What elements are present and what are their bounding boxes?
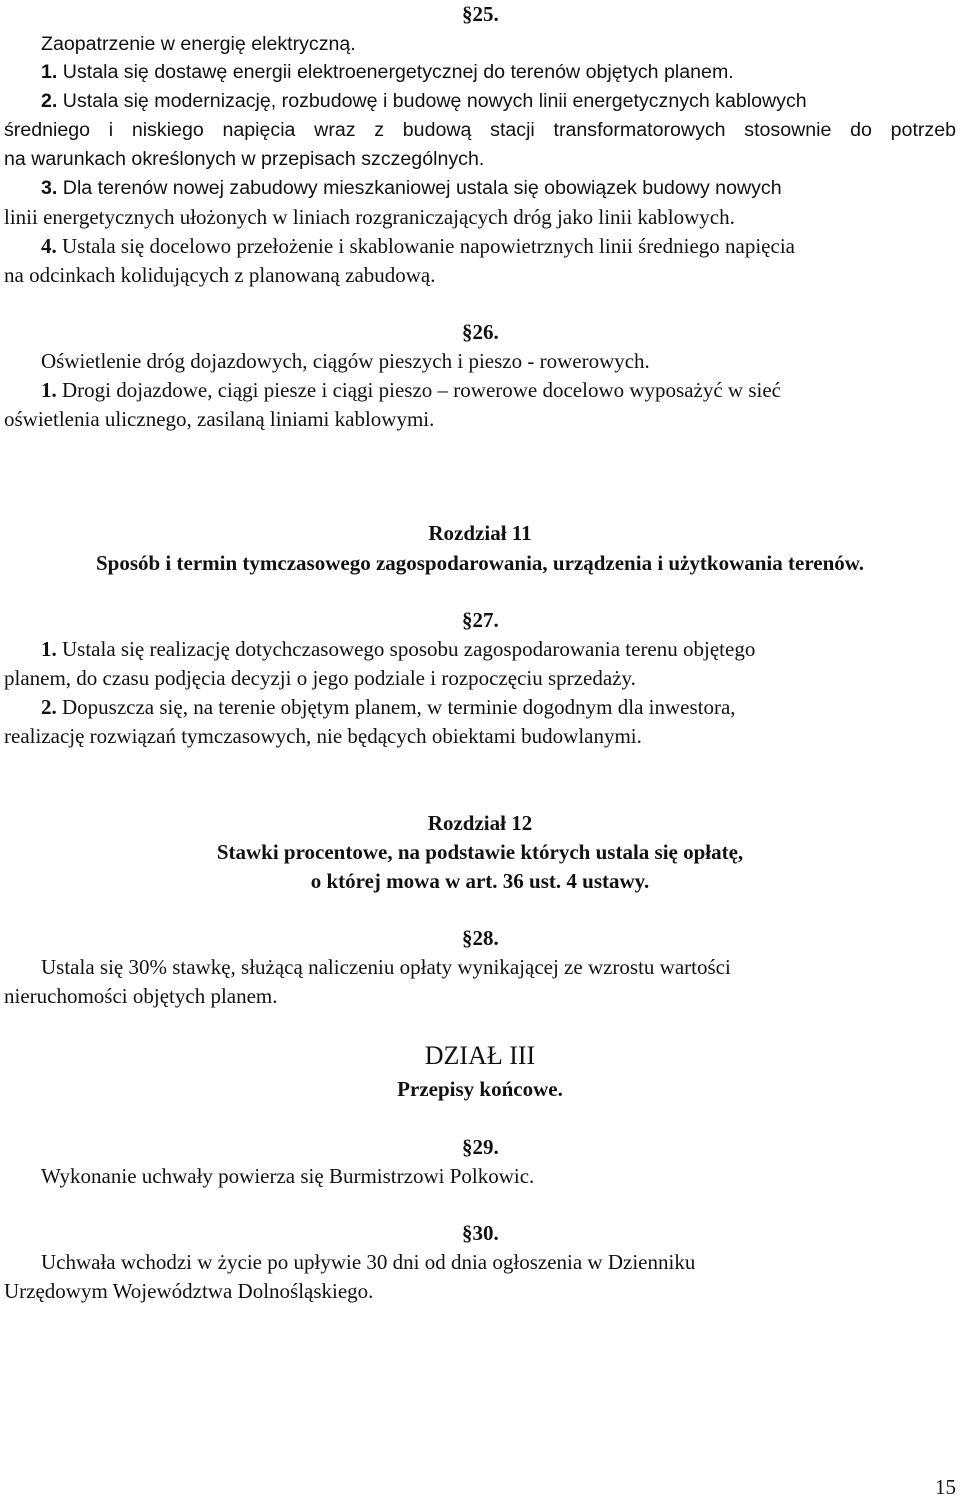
section-25-item-2-line-2: średniego i niskiego napięcia wraz z budową stacji transformatorowych stosownie do potrzeb [4, 119, 956, 141]
section-28-mark: §28. [462, 926, 499, 950]
section-27-mark: §27. [462, 608, 499, 632]
item-text: Dopuszcza się, na terenie objętym planem, w terminie dogodnym dla inwestora, [62, 695, 736, 719]
chapter-12-title-line-2: o której mowa w art. 36 ust. 4 ustawy. [310, 869, 650, 893]
item-text: Drogi dojazdowe, ciągi piesze i ciągi pieszo – rowerowe docelowo wyposażyć w sieć [62, 378, 781, 402]
section-25-item-4-line-1 [41, 232, 795, 260]
item-number: 1. [41, 637, 57, 661]
item-text: Ustala się docelowo przełożenie i skablowanie napowietrznych linii średniego napięcia [62, 234, 795, 258]
chapter-11-heading: Rozdział 11 [428, 521, 532, 545]
section-27-item-1-line-2: planem, do czasu podjęcia decyzji o jego podziale i rozpoczęciu sprzedaży. [4, 666, 636, 690]
section-28-line-1: Ustala się 30% stawkę, służącą naliczeniu opłaty wynikającej ze wzrostu wartości [41, 955, 731, 979]
division-3-heading: DZIAŁ III [424, 1041, 536, 1070]
item-number: 2. [41, 90, 58, 112]
item-text: Ustala się realizację dotychczasowego sposobu zagospodarowania terenu objętego [62, 637, 756, 661]
section-29-text: Wykonanie uchwały powierza się Burmistrzowi Polkowic. [41, 1164, 535, 1188]
section-30-mark: §30. [462, 1221, 499, 1245]
section-29-mark: §29. [462, 1135, 499, 1159]
section-26-mark: §26. [462, 320, 499, 344]
section-27-item-2-line-2: realizację rozwiązań tymczasowych, nie będących obiektami budowlanymi. [4, 724, 642, 748]
section-25-mark: §25. [462, 2, 499, 26]
item-number: 1. [41, 61, 58, 83]
item-number: 2. [41, 695, 57, 719]
section-27-item-2-line-1 [41, 693, 736, 721]
section-26-item-1-line-2: oświetlenia ulicznego, zasilaną liniami kablowymi. [4, 407, 435, 431]
section-30-line-2: Urzędowym Województwa Dolnośląskiego. [4, 1279, 374, 1303]
chapter-12-heading: Rozdział 12 [427, 811, 533, 835]
page-number: 15 [935, 1475, 956, 1499]
section-25-item-4-line-2: na odcinkach kolidujących z planowaną zabudową. [4, 263, 436, 287]
division-3-title: Przepisy końcowe. [397, 1077, 563, 1101]
section-25-item-3-line-1 [41, 174, 782, 202]
section-27-item-1-line-1 [41, 635, 755, 663]
section-26-item-1-line-1 [41, 376, 781, 404]
section-26-title: Oświetlenie dróg dojazdowych, ciągów pieszych i pieszo - rowerowych. [41, 349, 650, 373]
chapter-12-title-line-1: Stawki procentowe, na podstawie których ustala się opłatę, [216, 840, 744, 864]
item-number: 4. [41, 234, 57, 258]
chapter-11-title: Sposób i termin tymczasowego zagospodarowania, urządzenia i użytkowania terenów. [95, 551, 865, 575]
item-number: 1. [41, 378, 57, 402]
section-25-item-2-line-1 [41, 87, 807, 115]
section-25-item-2-line-3: na warunkach określonych w przepisach szczególnych. [4, 148, 485, 170]
section-25-item-3-line-2: linii energetycznych ułożonych w liniach rozgraniczających dróg jako linii kablowych. [4, 205, 735, 229]
section-25-item-1 [41, 58, 734, 86]
section-28-line-2: nieruchomości objętych planem. [4, 984, 278, 1008]
item-text: Ustala się dostawę energii elektroenergetycznej do terenów objętych planem. [62, 61, 734, 83]
section-25-title: Zaopatrzenie w energię elektryczną. [41, 33, 356, 55]
item-number: 3. [41, 177, 58, 199]
item-text: Dla terenów nowej zabudowy mieszkaniowej ustala się obowiązek budowy nowych [62, 177, 782, 199]
section-30-line-1: Uchwała wchodzi w życie po upływie 30 dni od dnia ogłoszenia w Dzienniku [41, 1250, 696, 1274]
item-text: Ustala się modernizację, rozbudowę i budowę nowych linii energetycznych kablowych [62, 90, 807, 112]
